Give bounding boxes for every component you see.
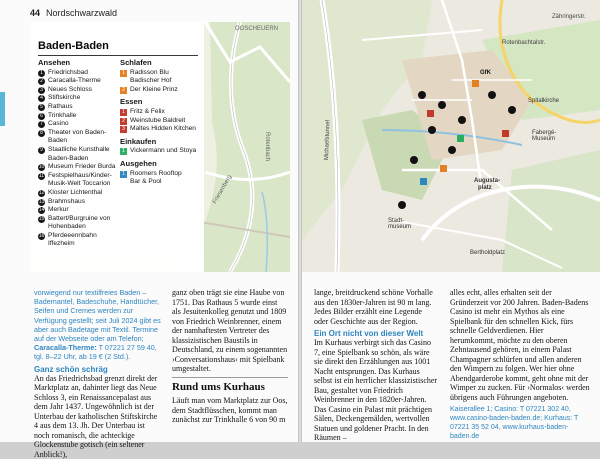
legend-item-label: Battert/Burgruine von (48, 214, 111, 222)
legend-item (38, 129, 126, 138)
map-label-zaehringerstr: Zähringerstr. (552, 14, 586, 20)
legend-marker (38, 138, 45, 145)
legend-item (38, 189, 126, 198)
legend-marker: 3 (120, 126, 127, 133)
legend-item (38, 172, 126, 181)
info-box-contact: T 07221 27 59 40, tgl. 8–22 Uhr, ab 19 € (2 Std.). (34, 343, 157, 362)
body-paragraph-2: ganz oben trägt sie eine Haube von 1751. Das Rathaus 5 wurde einst als Jesuitenkolleg genutzt und 1809 von Friedrich Weinbrenner, einem der namhaftesten Vertreter des klassizistischen Baustils in Deutschland, zu einem sogenannten ›Conversationshaus‹ mit Spielbank umgestaltet. (172, 288, 288, 373)
legend-marker: 1 (120, 70, 127, 77)
info-box-bold: Caracalla-Therme: (34, 343, 97, 353)
legend-item-label: Theater von Baden- (48, 128, 107, 136)
legend-item-label: Musik-Welt Toccarion (48, 180, 111, 188)
legend-item-label: Weinstube Baldreit (130, 116, 186, 124)
legend-item-label: Fritz & Felix (130, 107, 165, 115)
legend-marker (38, 241, 45, 248)
legend-item-label: Bar & Pool (130, 178, 162, 186)
legend-item (120, 86, 204, 95)
legend-heading-ausgehen: Ausgehen (120, 158, 157, 168)
legend-marker: 10 (38, 164, 45, 171)
legend-item-label: Brahmshaus (48, 197, 86, 205)
legend-item (38, 198, 126, 207)
map-label-ooscheuern: OOSCHEUERN (235, 26, 279, 32)
legend-item (120, 77, 204, 86)
body-paragraph-4: lange, breitdruckend schöne Vorhalle aus den 1830er-Jahren ist 90 m lang. Jedes Bilder erzählt eine Legende oder Geschichte aus der Region. (314, 288, 433, 326)
casino-info: Kaiserallee 1; Casino: T 07221 302 40, www.casino-baden-baden.de; Kurhaus: T 07221 35 52 04, www.kurhaus-baden-baden.de (450, 406, 579, 440)
legend-list-ausgehen (120, 170, 204, 187)
legend-marker: 4 (38, 95, 45, 102)
legend-marker (38, 224, 45, 231)
legend-marker: 2 (120, 118, 127, 125)
legend-heading-essen: Essen (120, 97, 143, 107)
legend-item-label: Festspielhaus/Kinder- (48, 171, 112, 179)
legend-column-right (120, 58, 204, 187)
legend-column-ansehen (38, 58, 126, 249)
legend-marker: 8 (38, 130, 45, 137)
body-paragraph-1: An das Friedrichsbad grenzt direkt der Marktplatz an, dahinter liegt das Neue Schloss 3, ein Renaissancepalast aus dem Jahr 1437. Ungewöhnlich ist der Unterbau der katholischen Stiftskirche 4 aus dem 13. Jh. Der Unterbau ist noch romanisch, die achteckige Glockenstube gotisch (ein seltener Anblick!), (34, 373, 158, 459)
legend-item (120, 125, 204, 134)
map-label-gfk: GfK (480, 70, 491, 76)
legend-item (38, 77, 126, 86)
map-label-spitalkirche: Spitalkirche (528, 98, 560, 104)
right-text-column-1 (314, 288, 438, 443)
legend-marker: 15 (38, 215, 45, 222)
map-label-friesenberg: Friesenberg (212, 174, 234, 205)
legend-item-label: Vickermann und Stoya (130, 147, 197, 155)
map-label-rotenbach: Rotenbach (264, 132, 270, 162)
legend-item (38, 69, 126, 78)
legend-heading-ansehen: Ansehen (38, 58, 71, 67)
right-text-column-2 (450, 288, 590, 441)
legend-marker: 13 (38, 198, 45, 205)
map-label-bertholdplatz: Bertholdplatz (470, 250, 506, 256)
legend-marker (38, 181, 45, 188)
legend-rule (38, 55, 198, 56)
divider (172, 377, 288, 378)
legend-item-label: Kloster Lichtenthal (48, 188, 103, 196)
thumb-index-tab (0, 92, 5, 126)
body-paragraph-6: alles echt, alles erhalten seit der Gründerzeit vor 200 Jahren. Baden-Badens Casino ist mehr ein Mythos als eine Spielbank für den schnellen Kick, fürs schnelle Geldverdienen. Hier herumkommt, möchte zu den oberen Zehntausend gehören, in einem Palast Champagner schlürfen und allen anderen den Wimpern zu folgen. Wer hier ohne Abendgarderobe kommt, geht ohne mit der Wimper zu zucken. Für ›Normalos‹ werden übrigens auch Führungen angeboten. (450, 288, 590, 402)
legend-item (120, 170, 204, 179)
running-header (30, 8, 117, 18)
legend-city-title: Baden-Baden (38, 40, 109, 52)
legend-item-label: Friedrichsbad (48, 68, 88, 76)
legend-item-label: Caracalla-Therme (48, 77, 101, 85)
legend-marker: 6 (38, 113, 45, 120)
legend-item-label: Museum Frieder Burda (48, 163, 116, 171)
legend-item (120, 69, 204, 78)
legend-marker: 12 (38, 189, 45, 196)
legend-marker (38, 156, 45, 163)
legend-item (38, 146, 126, 155)
legend-marker: 1 (38, 70, 45, 77)
page-number: 44 (30, 8, 41, 18)
legend-marker: 7 (38, 121, 45, 128)
legend-item (38, 206, 126, 215)
legend-marker: 1 (120, 148, 127, 155)
legend-item-label: Staatliche Kunsthalle (48, 145, 110, 153)
legend-item (120, 108, 204, 117)
legend-item-label: Der Kleine Prinz (130, 85, 178, 93)
map-label-augustaplatz: platz (478, 185, 492, 191)
heading-rund-ums-kurhaus: Rund ums Kurhaus (172, 381, 265, 394)
subheading-ort-nicht-von-dieser-welt: Ein Ort nicht von dieser Welt (314, 329, 424, 338)
legend-list-schlafen (120, 69, 204, 95)
legend-item-label: Baden-Baden (48, 154, 89, 162)
legend-marker: 2 (38, 78, 45, 85)
map-label-michaelstunnel: Michaelstunnel (324, 119, 332, 161)
legend-marker: 5 (38, 104, 45, 111)
legend-item (120, 117, 204, 126)
legend-item-label: Trinkhalle (48, 111, 77, 119)
body-paragraph-5: Im Kurhaus verbirgt sich das Casino 7, eine Spielbank so schön, als wäre sie direkt den Erzählungen aus 1001 Nacht entsprungen. Das Kurhaus selbst ist ein herrlicher klassizistischer Bau, gestaltet von Friedrich Weinbrenner in den 1820er-Jahren. Das Casino ein Palast mit prächtigen Sälen, Deckengemälden, wertvollen Statuen und goldener Pracht. In den Räumen – (314, 338, 438, 443)
legend-list-ansehen (38, 69, 126, 249)
right-page (302, 0, 600, 442)
legend-marker: 9 (38, 147, 45, 154)
legend-item-label: Rathaus (48, 102, 73, 110)
legend-item (38, 120, 126, 129)
legend-marker: 3 (38, 87, 45, 94)
legend-item-label: Pferdeeennbahn (48, 231, 97, 239)
legend-item (38, 215, 126, 224)
legend-item (120, 178, 204, 187)
legend-item-label: Maltes Hidden Kitchen (130, 125, 196, 133)
map-legend (30, 22, 204, 272)
legend-item (38, 232, 126, 241)
legend-marker: 11 (38, 172, 45, 179)
legend-heading-einkaufen: Einkaufen (120, 136, 157, 146)
legend-marker: 1 (120, 109, 127, 116)
legend-item-label: Badischer Hof (130, 77, 172, 85)
legend-item-label: Iffezheim (48, 240, 75, 248)
info-box-intro: vorwiegend nur textilfreies Baden – Bademantel, Badeschuhe, Handtücher, Seifen und Cremes werden zur Verfügung gestellt; seit Juli 2024 gibt es aber auch Badetage mit Textil. Termine auf der Webseite oder am Telefon; (34, 288, 161, 344)
legend-item (38, 163, 126, 172)
legend-item-label: Merkur (48, 206, 69, 214)
left-text-column-2 (172, 288, 288, 425)
legend-marker: 14 (38, 207, 45, 214)
map-label-stadtmuseum: Stadt-museum (388, 218, 412, 230)
left-text-column-1 (34, 288, 162, 459)
legend-item (38, 180, 126, 189)
legend-marker: 16 (38, 232, 45, 239)
legend-item-label: Neues Schloss (48, 85, 92, 93)
legend-item (38, 112, 126, 121)
legend-item (38, 103, 126, 112)
info-box-text (34, 288, 162, 362)
legend-item (38, 94, 126, 103)
legend-list-einkaufen (120, 147, 204, 156)
map-label-augusta: Augusta- (474, 178, 500, 184)
map-label-rotenbachtalstr: Rotenbachtalstr. (502, 40, 546, 46)
city-map-right[interactable] (302, 0, 600, 272)
legend-item (38, 86, 126, 95)
legend-item-label: Hohenbaden (48, 223, 86, 231)
legend-list-essen (120, 108, 204, 134)
legend-item-label: Radisson Blu (130, 68, 169, 76)
legend-marker: 2 (120, 87, 127, 94)
legend-item (38, 240, 126, 249)
left-page (0, 0, 298, 459)
legend-item-label: Casino (48, 120, 69, 128)
chapter-title: Nordschwarzwald (46, 8, 118, 18)
legend-item-label: Stiftskirche (48, 94, 81, 102)
legend-item-label: Roomers Rooftop (130, 169, 182, 177)
subheading-ganz-schoen-schraeg: Ganz schön schräg (34, 364, 108, 374)
legend-item-label: Baden (48, 137, 68, 145)
legend-heading-schlafen: Schlafen (120, 58, 152, 67)
map-label-faberge: Fabergé-Museum (532, 130, 557, 142)
legend-marker (120, 78, 127, 85)
legend-item (38, 223, 126, 232)
legend-item (38, 155, 126, 164)
legend-marker (120, 179, 127, 186)
legend-item (38, 137, 126, 146)
legend-item (120, 147, 204, 156)
body-paragraph-3: Läuft man vom Marktplatz zur Oos, dem Stadtflüsschen, kommt man zunächst zur Trinkhalle 6 von 90 m (172, 396, 288, 425)
legend-marker: 1 (120, 171, 127, 178)
